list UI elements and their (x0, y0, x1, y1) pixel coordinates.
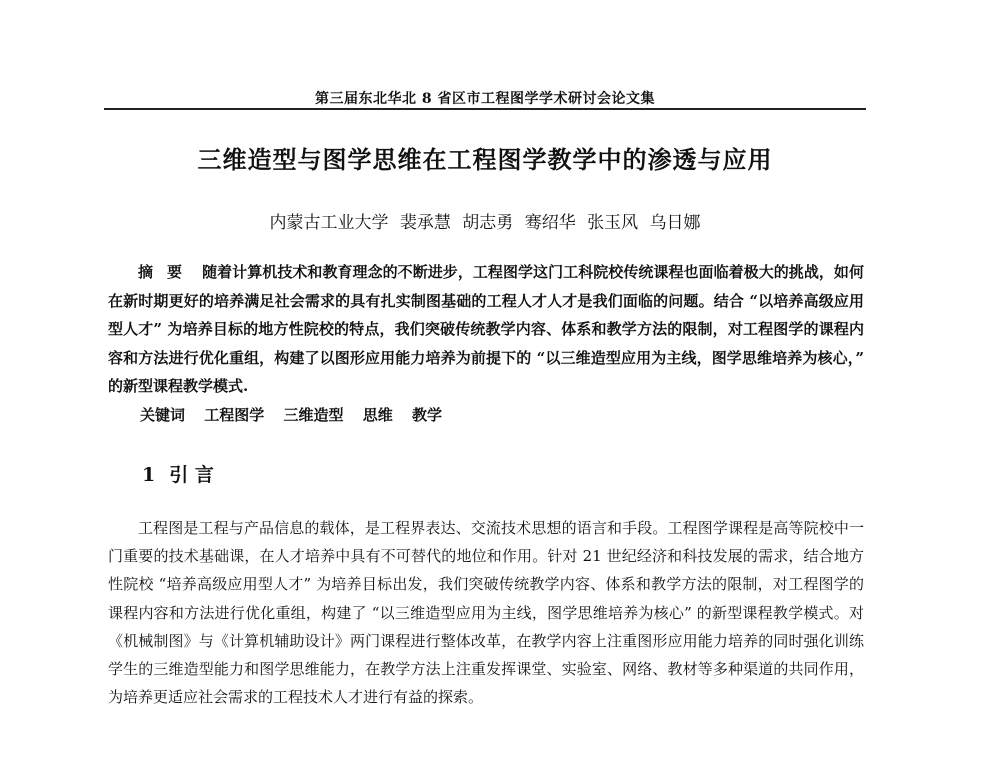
author-name: 胡志勇 (462, 213, 514, 233)
abstract (108, 258, 864, 401)
author-line (104, 208, 866, 233)
section-title: 引 言 (169, 464, 214, 486)
abstract-text: 随着计算机技术和教育理念的不断进步，工程图学这门工科院校传统课程也面临着极大的挑战，如何在新时期更好的培养满足社会需求的具有扎实制图基础的工程人才人才是我们面临的问题。结合 “以培养高级应用型人才” 为培养目标的地方性院校的特点，我们突破传统教学内容、体系和教学方法的限制，对工程图学的课程内容和方法进行优化重组，构建了以图形应用能力培养为前提下的 “以三维造型应用为主线，图学思维培养为核心，” 的新型课程教学模式. (108, 263, 864, 395)
keyword: 思维 (362, 406, 393, 424)
body-paragraph: 工程图是工程与产品信息的载体，是工程界表达、交流技术思想的语言和手段。工程图学课程是高等院校中一门重要的技术基础课，在人才培养中具有不可替代的地位和作用。针对 21 世纪经济和科技发展的需求，结合地方性院校 “培养高级应用型人才” 为培养目标出发，我们突破传统教学内容、体系和教学方法的限制，对工程图学的课程内容和方法进行优化重组，构建了 “以三维造型应用为主线，图学思维培养为核心” 的新型课程教学模式。对《机械制图》与《计算机辅助设计》两门课程进行整体改革，在教学内容上注重图形应用能力培养的同时强化训练学生的三维造型能力和图学思维能力，在教学方法上注重发挥课堂、实验室、网络、教材等多种渠道的共同作用，为培养更适应社会需求的工程技术人才进行有益的探索。 (108, 519, 864, 707)
section-number: 1 (142, 464, 156, 486)
paper-title: 三维造型与图学思维在工程图学教学中的渗透与应用 (197, 145, 773, 174)
header-rule (104, 108, 866, 110)
author-name: 骞绍华 (524, 213, 576, 233)
abstract-label: 摘要 (138, 263, 197, 281)
keyword: 工程图学 (204, 406, 265, 424)
author-name: 乌日娜 (649, 213, 701, 233)
author-name: 张玉风 (587, 213, 639, 233)
keyword: 三维造型 (283, 406, 344, 424)
section-heading (142, 460, 214, 487)
author-name: 裴承慧 (399, 213, 451, 233)
keyword: 教学 (412, 406, 443, 424)
keywords (140, 404, 860, 425)
keywords-label: 关键词 (140, 406, 186, 424)
affiliation: 内蒙古工业大学 (269, 213, 389, 233)
running-header: 第三届东北华北 8 省区市工程图学学术研讨会论文集 (315, 91, 655, 107)
